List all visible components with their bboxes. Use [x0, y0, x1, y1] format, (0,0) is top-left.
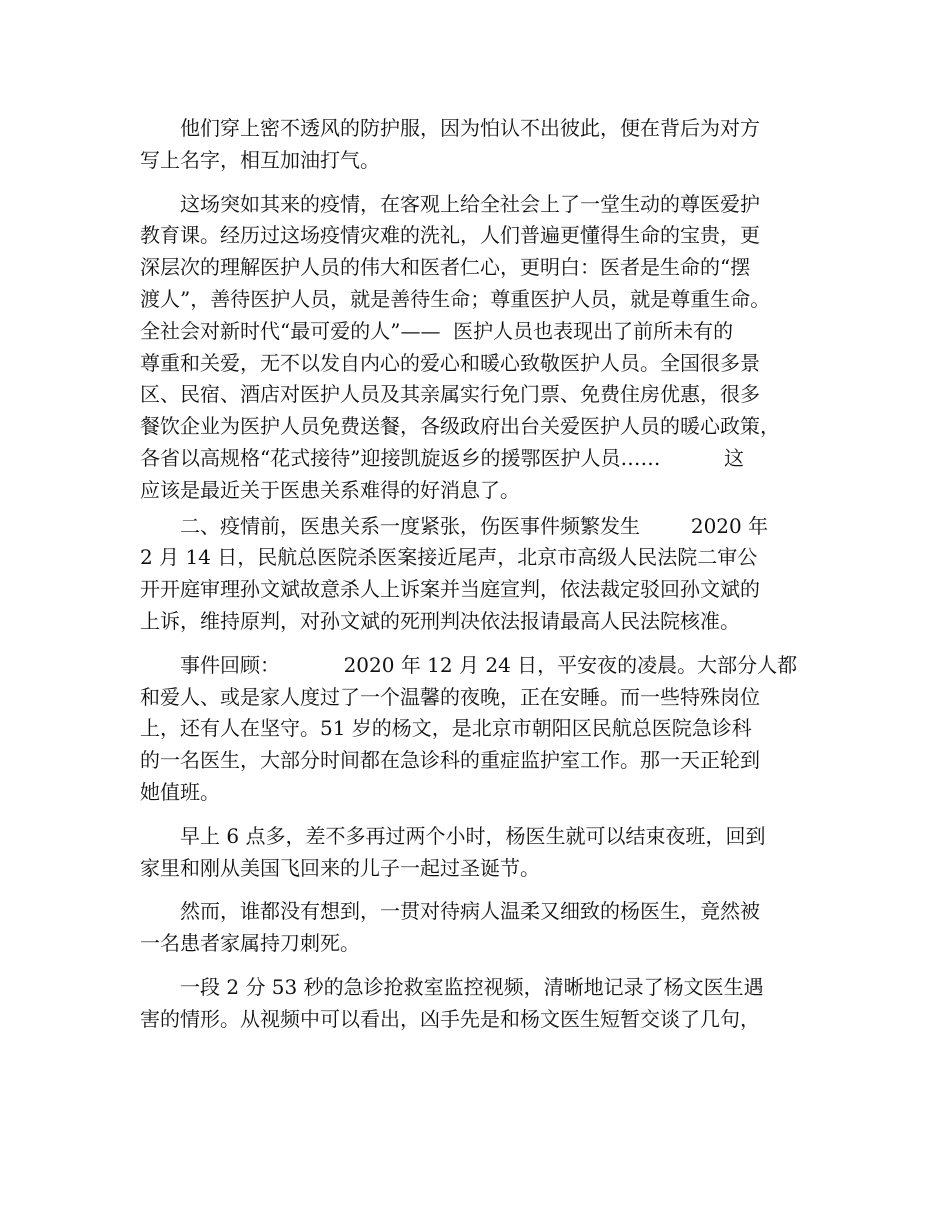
text-line: 写上名字，相互加油打气。 — [140, 147, 380, 172]
text-line: 害的情形。从视频中可以看出，凶手先是和杨文医生短暂交谈了几句， — [140, 1006, 760, 1031]
text-line: 的一名医生，大部分时间都在急诊科的重症监护室工作。那一天正轮到 — [140, 748, 760, 773]
paragraph-4 — [140, 650, 830, 809]
paragraph-1 — [140, 113, 830, 177]
text-line: 区、民宿、酒店对医护人员及其亲属实行免门票、免费住房优惠，很多 — [140, 382, 760, 407]
text-line: 一段 2 分 53 秒的急诊抢救室监控视频，清晰地记录了杨文医生遇 — [180, 974, 764, 999]
paragraph-5 — [140, 821, 830, 885]
text-line: 渡人”，善待医护人员，就是善待生命；尊重医护人员，就是尊重生命。 — [140, 286, 771, 311]
text-line: 深层次的理解医护人员的伟大和医者仁心，更明白：医者是生命的“摆 — [140, 255, 751, 280]
text-line: 应该是最近关于医患关系难得的好消息了。 — [140, 477, 520, 502]
text-line: 事件回顾： 2020 年 12 月 24 日，平安夜的凌晨。大部分人都 — [180, 652, 798, 677]
text-line: 餐饮企业为医护人员免费送餐，各级政府出台关爱医护人员的暖心政策， — [140, 414, 780, 439]
text-line: 他们穿上密不透风的防护服，因为怕认不出彼此，便在背后为对方 — [180, 116, 760, 140]
paragraph-7 — [140, 972, 830, 1036]
paragraph-3 — [140, 511, 830, 638]
text-line: 然而，谁都没有想到，一贯对待病人温柔又细致的杨医生，竟然被 — [180, 899, 760, 924]
text-line: 早上 6 点多，差不多再过两个小时，杨医生就可以结束夜班，回到 — [180, 823, 766, 848]
document-body — [140, 113, 830, 1036]
text-line: 上诉，维持原判，对孙文斌的死刑判决依法报请最高人民法院核准。 — [140, 608, 740, 633]
text-line: 开开庭审理孙文斌故意杀人上诉案并当庭宣判，依法裁定驳回孙文斌的 — [140, 577, 760, 602]
text-line: 和爱人、或是家人度过了一个温馨的夜晚，正在安睡。而一些特殊岗位 — [140, 684, 760, 709]
text-line: 各省以高规格“花式接待”迎接凯旋返乡的援鄂医护人员…… 这 — [140, 445, 745, 470]
paragraph-2 — [140, 189, 830, 507]
paragraph-6 — [140, 896, 830, 960]
text-line: 2 月 14 日，民航总医院杀医案接近尾声，北京市高级人民法院二审公 — [140, 545, 758, 570]
text-line: 全社会对新时代“最可爱的人”—— 医护人员也表现出了前所未有的 — [140, 318, 734, 343]
text-line: 一名患者家属持刀刺死。 — [140, 931, 360, 956]
text-line: 尊重和关爱，无不以发自内心的爱心和暖心致敬医护人员。全国很多景 — [140, 350, 760, 375]
text-line: 家里和刚从美国飞回来的儿子一起过圣诞节。 — [140, 855, 540, 880]
text-line: 二、疫情前，医患关系一度紧张，伤医事件频繁发生 2020 年 — [180, 513, 769, 538]
text-line: 这场突如其来的疫情，在客观上给全社会上了一堂生动的尊医爱护 — [180, 191, 760, 216]
text-line: 上，还有人在坚守。51 岁的杨文，是北京市朝阳区民航总医院急诊科 — [140, 716, 752, 741]
text-line: 她值班。 — [140, 779, 220, 804]
text-line: 教育课。经历过这场疫情灾难的洗礼，人们普遍更懂得生命的宝贵，更 — [140, 223, 760, 248]
